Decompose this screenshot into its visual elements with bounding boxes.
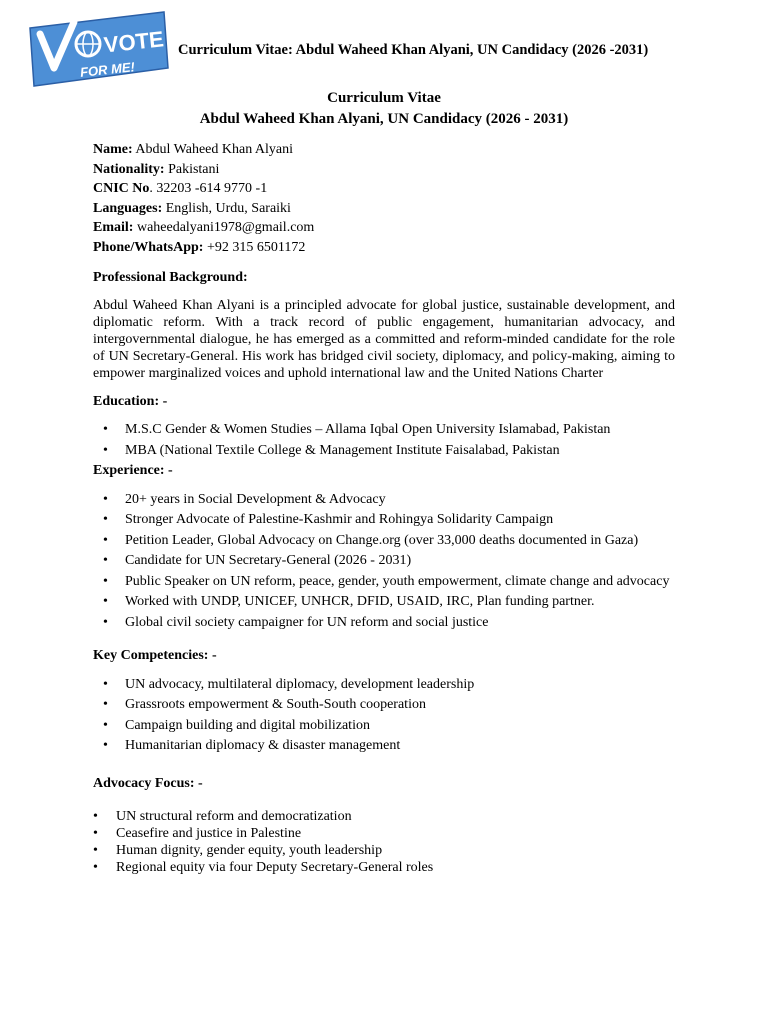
info-languages: Languages: English, Urdu, Saraiki [93,200,291,216]
list-item: • Human dignity, gender equity, youth leadership [93,843,383,858]
list-item: • Grassroots empowerment & South-South cooperation [93,695,675,715]
bullet-icon: • [93,809,98,824]
bullet-icon: • [103,697,108,712]
education-heading: Education: - [93,393,168,409]
competencies-list [93,675,675,756]
vote-for-me-logo [28,10,170,88]
education-list [93,420,675,460]
bullet-icon: • [103,738,108,753]
document-title [0,88,768,130]
list-item: • Campaign building and digital mobilization [93,716,675,736]
competencies-heading: Key Competencies: - [93,648,217,663]
bullet-icon: • [103,717,108,733]
bullet-icon: • [93,843,98,858]
professional-text: Abdul Waheed Khan Alyani is a principled advocate for global justice, sustainable development, and diplomatic reform. With a track record of public engagement, humanitarian advocacy, and intergovernmental dialogue, he has emerged as a committed and reform-minded candidate for the role of UN Secretary-General. His work has bridged civil society, diplomacy, and policy-making, aiming to empower marginalized voices and uphold international law and the United Nations Charter [93,297,675,381]
info-nationality: Nationality: Pakistani [93,161,220,177]
bullet-icon: • [103,422,108,437]
professional-heading: Professional Background: [93,270,248,285]
bullet-icon: • [103,553,108,568]
experience-list [93,490,675,633]
list-item: • Regional equity via four Deputy Secretary-General roles [93,860,434,875]
title-line-1: Curriculum Vitae [327,90,441,106]
list-item: • Humanitarian diplomacy & disaster management [93,736,675,756]
list-item: • Ceasefire and justice in Palestine [93,826,302,841]
list-item: • UN structural reform and democratization [93,809,352,824]
list-item: • M.S.C Gender & Women Studies – Allama Iqbal Open University Islamabad, Pakistan [93,420,675,440]
logo-text-for-me: FOR ME! [79,59,136,80]
list-item: • Public Speaker on UN reform, peace, gender, youth empowerment, climate change and advocacy [93,572,675,592]
experience-heading: Experience: - [93,463,173,478]
list-item: • Petition Leader, Global Advocacy on Change.org (over 33,000 deaths documented in Gaza) [93,531,675,551]
bullet-icon: • [103,594,108,609]
logo-text-vote: VOTE [102,26,165,58]
list-item: • Candidate for UN Secretary-General (2026 - 2031) [93,551,675,571]
bullet-icon: • [93,860,98,875]
list-item: • Stronger Advocate of Palestine-Kashmir and Rohingya Solidarity Campaign [93,510,675,530]
cv-content [93,140,675,876]
bullet-icon: • [103,491,108,507]
bullet-icon: • [103,442,108,458]
page-header-title: Curriculum Vitae: Abdul Waheed Khan Alyani, UN Candidacy (2026 -2031) [178,42,649,58]
list-item: • Global civil society campaigner for UN reform and social justice [93,613,675,633]
list-item: • MBA (National Textile College & Management Institute Faisalabad, Pakistan [93,441,675,461]
advocacy-heading: Advocacy Focus: - [93,775,203,791]
list-item: • UN advocacy, multilateral diplomacy, development leadership [93,675,675,695]
advocacy-list [93,808,675,876]
bullet-icon: • [93,826,98,841]
personal-info [93,140,675,257]
info-email: Email: waheedalyani1978@gmail.com [93,220,315,235]
bullet-icon: • [103,573,108,589]
title-line-2: Abdul Waheed Khan Alyani, UN Candidacy (2026 - 2031) [199,111,569,127]
info-cnic: CNIC No. 32203 -614 9770 -1 [93,181,268,196]
list-item: • 20+ years in Social Development & Advocacy [93,490,675,510]
info-name: Name: Abdul Waheed Khan Alyani [93,142,294,157]
bullet-icon: • [103,512,108,527]
bullet-icon: • [103,614,108,630]
info-phone: Phone/WhatsApp: +92 315 6501172 [93,239,306,255]
list-item: • Worked with UNDP, UNICEF, UNHCR, DFID, USAID, IRC, Plan funding partner. [93,592,675,612]
bullet-icon: • [103,532,108,548]
bullet-icon: • [103,676,108,692]
